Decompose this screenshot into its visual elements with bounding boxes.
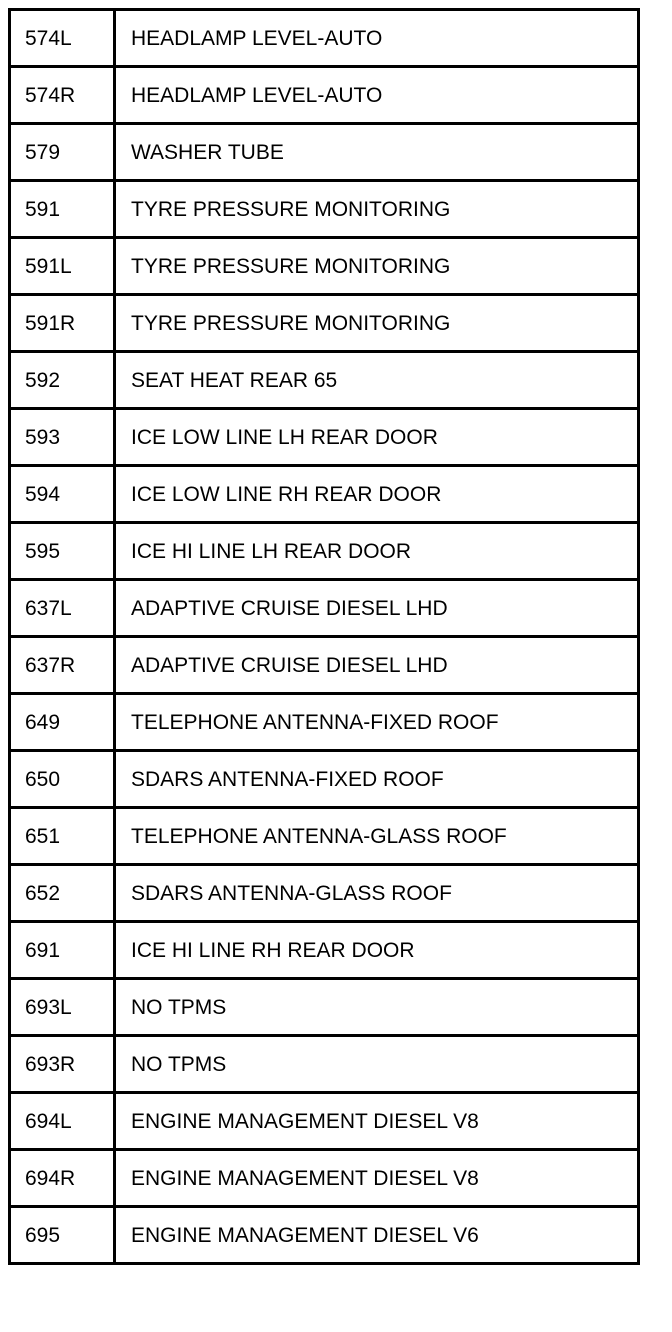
code-cell: 591R bbox=[10, 295, 115, 352]
code-description-table bbox=[8, 8, 640, 1265]
code-cell: 579 bbox=[10, 124, 115, 181]
description-cell: ENGINE MANAGEMENT DIESEL V8 bbox=[115, 1150, 639, 1207]
description-cell: ICE LOW LINE LH REAR DOOR bbox=[115, 409, 639, 466]
description-cell: WASHER TUBE bbox=[115, 124, 639, 181]
description-cell: ADAPTIVE CRUISE DIESEL LHD bbox=[115, 580, 639, 637]
table-row bbox=[10, 295, 639, 352]
code-cell: 593 bbox=[10, 409, 115, 466]
description-cell: SEAT HEAT REAR 65 bbox=[115, 352, 639, 409]
table-row bbox=[10, 1093, 639, 1150]
code-cell: 637R bbox=[10, 637, 115, 694]
code-cell: 695 bbox=[10, 1207, 115, 1264]
table-row bbox=[10, 1150, 639, 1207]
description-cell: ICE HI LINE LH REAR DOOR bbox=[115, 523, 639, 580]
table-row bbox=[10, 181, 639, 238]
table-row bbox=[10, 466, 639, 523]
description-cell: TYRE PRESSURE MONITORING bbox=[115, 181, 639, 238]
code-cell: 591 bbox=[10, 181, 115, 238]
description-cell: TELEPHONE ANTENNA-FIXED ROOF bbox=[115, 694, 639, 751]
description-cell: ICE LOW LINE RH REAR DOOR bbox=[115, 466, 639, 523]
description-cell: ENGINE MANAGEMENT DIESEL V8 bbox=[115, 1093, 639, 1150]
description-cell: ICE HI LINE RH REAR DOOR bbox=[115, 922, 639, 979]
code-cell: 694R bbox=[10, 1150, 115, 1207]
table-row bbox=[10, 922, 639, 979]
table-row bbox=[10, 124, 639, 181]
table-row bbox=[10, 352, 639, 409]
description-cell: TELEPHONE ANTENNA-GLASS ROOF bbox=[115, 808, 639, 865]
code-cell: 693R bbox=[10, 1036, 115, 1093]
code-cell: 691 bbox=[10, 922, 115, 979]
table-row bbox=[10, 637, 639, 694]
table-row bbox=[10, 979, 639, 1036]
description-cell: NO TPMS bbox=[115, 979, 639, 1036]
code-cell: 594 bbox=[10, 466, 115, 523]
description-cell: SDARS ANTENNA-FIXED ROOF bbox=[115, 751, 639, 808]
description-cell: ADAPTIVE CRUISE DIESEL LHD bbox=[115, 637, 639, 694]
code-cell: 595 bbox=[10, 523, 115, 580]
table-row bbox=[10, 1207, 639, 1264]
code-cell: 694L bbox=[10, 1093, 115, 1150]
code-cell: 652 bbox=[10, 865, 115, 922]
code-cell: 591L bbox=[10, 238, 115, 295]
description-cell: HEADLAMP LEVEL-AUTO bbox=[115, 10, 639, 67]
description-cell: HEADLAMP LEVEL-AUTO bbox=[115, 67, 639, 124]
description-cell: NO TPMS bbox=[115, 1036, 639, 1093]
table-row bbox=[10, 751, 639, 808]
table-row bbox=[10, 1036, 639, 1093]
table-row bbox=[10, 10, 639, 67]
code-cell: 651 bbox=[10, 808, 115, 865]
table-row bbox=[10, 523, 639, 580]
code-cell: 592 bbox=[10, 352, 115, 409]
description-cell: ENGINE MANAGEMENT DIESEL V6 bbox=[115, 1207, 639, 1264]
code-cell: 574R bbox=[10, 67, 115, 124]
table-body bbox=[10, 10, 639, 1264]
table-row bbox=[10, 238, 639, 295]
table-row bbox=[10, 409, 639, 466]
code-cell: 693L bbox=[10, 979, 115, 1036]
table-row bbox=[10, 580, 639, 637]
table-row bbox=[10, 694, 639, 751]
code-cell: 649 bbox=[10, 694, 115, 751]
description-cell: TYRE PRESSURE MONITORING bbox=[115, 295, 639, 352]
table-row bbox=[10, 865, 639, 922]
code-cell: 650 bbox=[10, 751, 115, 808]
code-cell: 574L bbox=[10, 10, 115, 67]
description-cell: SDARS ANTENNA-GLASS ROOF bbox=[115, 865, 639, 922]
table-row bbox=[10, 67, 639, 124]
description-cell: TYRE PRESSURE MONITORING bbox=[115, 238, 639, 295]
table-row bbox=[10, 808, 639, 865]
code-cell: 637L bbox=[10, 580, 115, 637]
